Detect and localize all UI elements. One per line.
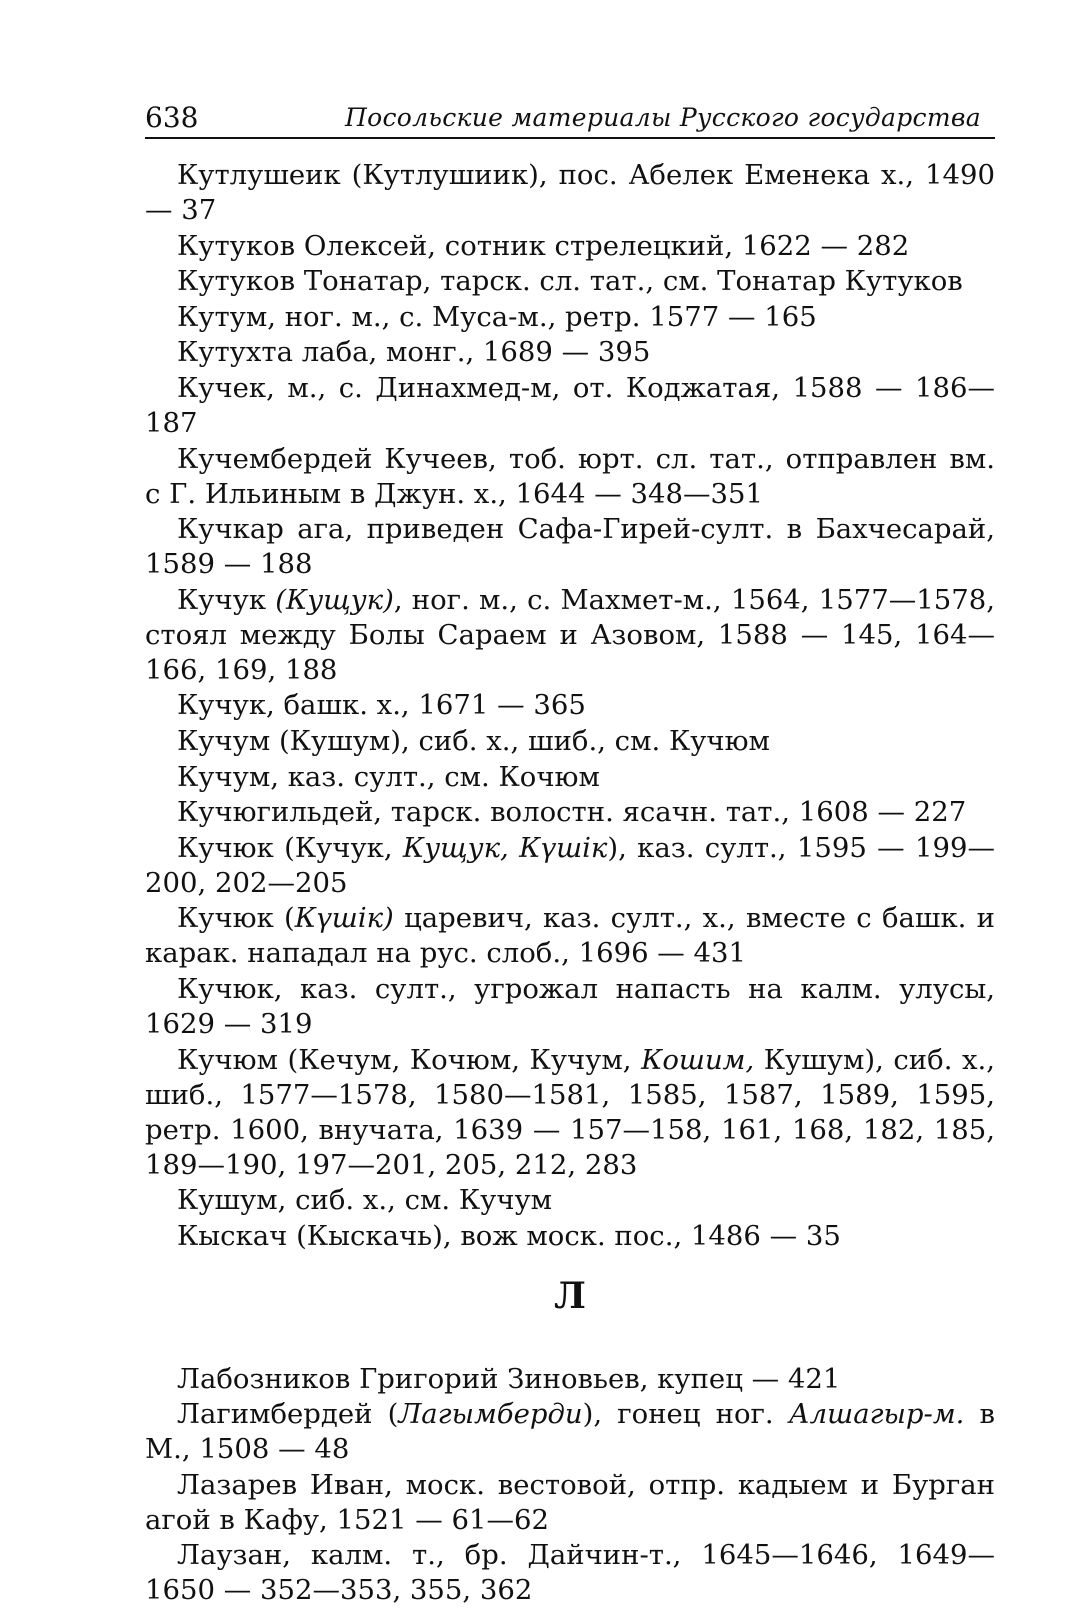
index-entry: Кутуков Олексей, сотник стрелецкий, 1622 — 282 (177, 229, 910, 262)
index-entry: Кучюк, каз. султ., угрожал напасть на калм. улусы, 1629 — 319 (145, 972, 995, 1040)
index-entry: Лабозников Григорий Зиновьев, купец — 421 (177, 1362, 841, 1395)
page-header (145, 98, 995, 138)
running-title: Посольские материалы Русского государства (345, 103, 981, 132)
index-entry: Кучюм (Кечум, Кочюм, Кучум, Кошим, Кушум), сиб. х., шиб., 1577—1578, 1580—1581, 1585, 1587, 1589, 1595, ретр. 1600, внучата, 1639 — 157—158, 161, 168, 182, 185, 189—190, 197—201, 205, 212, 283 (145, 1043, 995, 1181)
page-number: 638 (145, 101, 199, 134)
index-entry: Кучук, башк. х., 1671 — 365 (177, 689, 586, 722)
index-entry: Кутуков Тонатар, тарск. сл. тат., см. Тонатар Кутуков (177, 265, 963, 298)
index-entry: Кутум, ног. м., с. Муса-м., ретр. 1577 — 165 (177, 300, 817, 333)
index-entry: Кутухта лаба, монг., 1689 — 395 (177, 336, 651, 369)
index-entry: Кушум, сиб. х., см. Кучум (177, 1184, 553, 1217)
index-entry: Кутлушеик (Кутлушиик), пос. Абелек Еменека х., 1490 — 37 (145, 159, 995, 226)
index-entry: Кучюгильдей, тарск. волостн. ясачн. тат., 1608 — 227 (177, 796, 967, 829)
header-rule (145, 137, 995, 139)
index-entry: Кучек, м., с. Динахмед-м, от. Коджатая, 1588 — 186—187 (145, 371, 995, 439)
index-entry: Кучюк (Кучук, Кущук, Күшік), каз. султ., 1595 — 199—200, 202—205 (145, 831, 995, 899)
index-entry: Кыскач (Кыскачь), вож моск. пос., 1486 — 35 (177, 1219, 841, 1252)
index-entry: Кучембердей Кучеев, тоб. юрт. сл. тат., отправлен вм. с Г. Ильиным в Джун. х., 1644 — 348—351 (145, 442, 995, 510)
index-entry: Лагимбердей (Лагымберди), гонец ног. Алшагыр-м. в М., 1508 — 48 (145, 1398, 996, 1466)
index-entry: Кучюк (Күшік) царевич, каз. султ., х., вместе с башк. и карак. нападал на рус. слоб., 1696 — 431 (145, 902, 996, 970)
index-entry: Лаузан, калм. т., бр. Дайчин-т., 1645—1646, 1649—1650 — 352—353, 355, 362 (145, 1539, 995, 1607)
index-entry: Кучум, каз. султ., см. Кочюм (177, 760, 600, 793)
index-entry: Кучум (Кушум), сиб. х., шиб., см. Кучюм (177, 724, 770, 757)
index-entry: Лазарев Иван, моск. вестовой, отпр. кадыем и Бурган агой в Кафу, 1521 — 61—62 (145, 1468, 995, 1536)
index-entry: Кучук (Кущук), ног. м., с. Махмет-м., 1564, 1577—1578, стоял между Болы Сараем и Азовом, 1588 — 145, 164—166, 169, 188 (145, 583, 995, 686)
index-entry: Кучкар ага, приведен Сафа-Гирей-султ. в Бахчесарай, 1589 — 188 (145, 513, 995, 581)
index-body (145, 158, 995, 1609)
section-letter: Л (554, 1274, 586, 1317)
